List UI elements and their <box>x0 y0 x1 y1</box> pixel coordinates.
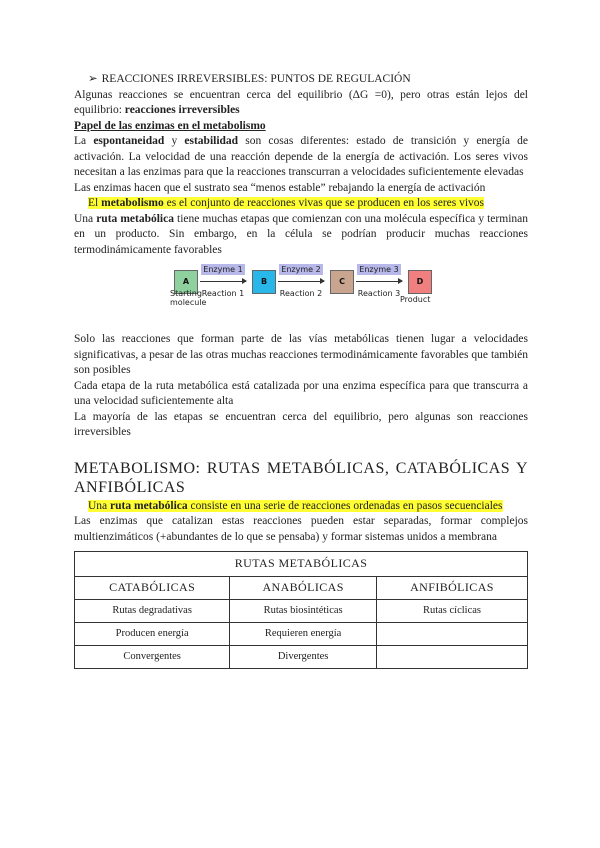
product-label: Product <box>400 295 431 304</box>
paragraph-vias-metabolicas: Solo las reacciones que forman parte de las vías metabólicas tienen lugar a velocidades significativas, a pesar de las otras muchas reacciones termodinámicamente favorables que también son posibles <box>74 333 528 376</box>
reaction-3-label: Reaction 3 <box>357 289 401 298</box>
paragraph-sustrato: Las enzimas hacen que el sustrato sea “menos estable” rebajando la energía de activación <box>74 181 486 194</box>
reaction-2-label: Reaction 2 <box>279 289 323 298</box>
paragraph-enzimas-complejos: Las enzimas que catalizan estas reacciones pueden estar separadas, formar complejos multienzimáticos (+abundantes de lo que se pensaba) y formar sistemas unidos a membrana <box>74 515 528 543</box>
table-cell: Rutas cíclicas <box>376 600 527 623</box>
table-cell: Convergentes <box>75 646 230 669</box>
table-cell <box>376 646 527 669</box>
table-cell: Rutas degradativas <box>75 600 230 623</box>
table-title: RUTAS METABÓLICAS <box>75 552 528 577</box>
section-heading-irreversibles: ➢ REACCIONES IRREVERSIBLES: PUNTOS DE REGULACIÓN <box>88 73 411 85</box>
molecule-box-d: D <box>408 270 432 294</box>
rutas-metabolicas-table <box>74 551 528 669</box>
paragraph-equilibrio: La mayoría de las etapas se encuentran cerca del equilibrio, pero algunas son reacciones irreversibles <box>74 410 528 438</box>
table-cell: Requieren energía <box>230 623 377 646</box>
table-row <box>75 646 528 669</box>
paragraph-metabolismo-definicion: El metabolismo es el conjunto de reacciones vivas que se producen en los seres vivos <box>88 197 485 209</box>
table-row <box>75 600 528 623</box>
reaction-1-label: Reaction 1 <box>201 289 245 298</box>
enzyme-1-label: Enzyme 1 <box>201 264 245 275</box>
molecule-box-a: A <box>174 270 198 294</box>
paragraph-ruta-metabolica: Una ruta metabólica tiene muchas etapas que comienzan con una molécula específica y terminan en un producto. Sin embargo, en la célula se podrían producir muchas reacciones termodinámicamente favorables <box>74 212 528 256</box>
table-cell: Producen energía <box>75 623 230 646</box>
section-heading-metabolismo: METABOLISMO: RUTAS METABÓLICAS, CATABÓLICAS Y ANFIBÓLICAS <box>74 459 528 496</box>
reaction-arrow-3 <box>356 281 402 282</box>
table-cell: Divergentes <box>230 646 377 669</box>
document-page <box>74 72 528 669</box>
paragraph-etapa-catalizada: Cada etapa de la ruta metabólica está catalizada por una enzima específica para que transcurra a una velocidad suficientemente alta <box>74 379 528 407</box>
metabolic-pathway-diagram <box>170 264 474 324</box>
table-header-anfibolicas: ANFIBÓLICAS <box>376 577 527 600</box>
table-cell <box>376 623 527 646</box>
enzyme-3-label: Enzyme 3 <box>357 264 401 275</box>
table-header-catabolicas: CATABÓLICAS <box>75 577 230 600</box>
section-heading-enzimas: Papel de las enzimas en el metabolismo <box>74 119 266 132</box>
paragraph-ruta-metabolica-definicion: Una ruta metabólica consiste en una serie de reacciones ordenadas en pasos secuenciales <box>88 499 503 512</box>
table-header-row <box>75 577 528 600</box>
paragraph-espontaneidad: La espontaneidad y estabilidad son cosas diferentes: estado de transición y energía de activación. La velocidad de una reacción depende de la energía de activación. Los seres vivos necesitan a las enzimas para que la reacciones transcurran a velocidades suficientemente elevadas <box>74 135 528 178</box>
molecule-box-b: B <box>252 270 276 294</box>
reaction-arrow-2 <box>278 281 324 282</box>
starting-molecule-label: Starting molecule <box>170 289 207 307</box>
arrowhead-bullet-icon: ➢ <box>88 73 98 85</box>
paragraph-irreversibles: Algunas reacciones se encuentran cerca del equilibrio (ΔG =0), pero otras están lejos del equilibrio: reacciones irreversibles <box>74 88 528 116</box>
table-cell: Rutas biosintéticas <box>230 600 377 623</box>
table-header-anabolicas: ANABÓLICAS <box>230 577 377 600</box>
molecule-box-c: C <box>330 270 354 294</box>
table-row <box>75 623 528 646</box>
enzyme-2-label: Enzyme 2 <box>279 264 323 275</box>
reaction-arrow-1 <box>200 281 246 282</box>
